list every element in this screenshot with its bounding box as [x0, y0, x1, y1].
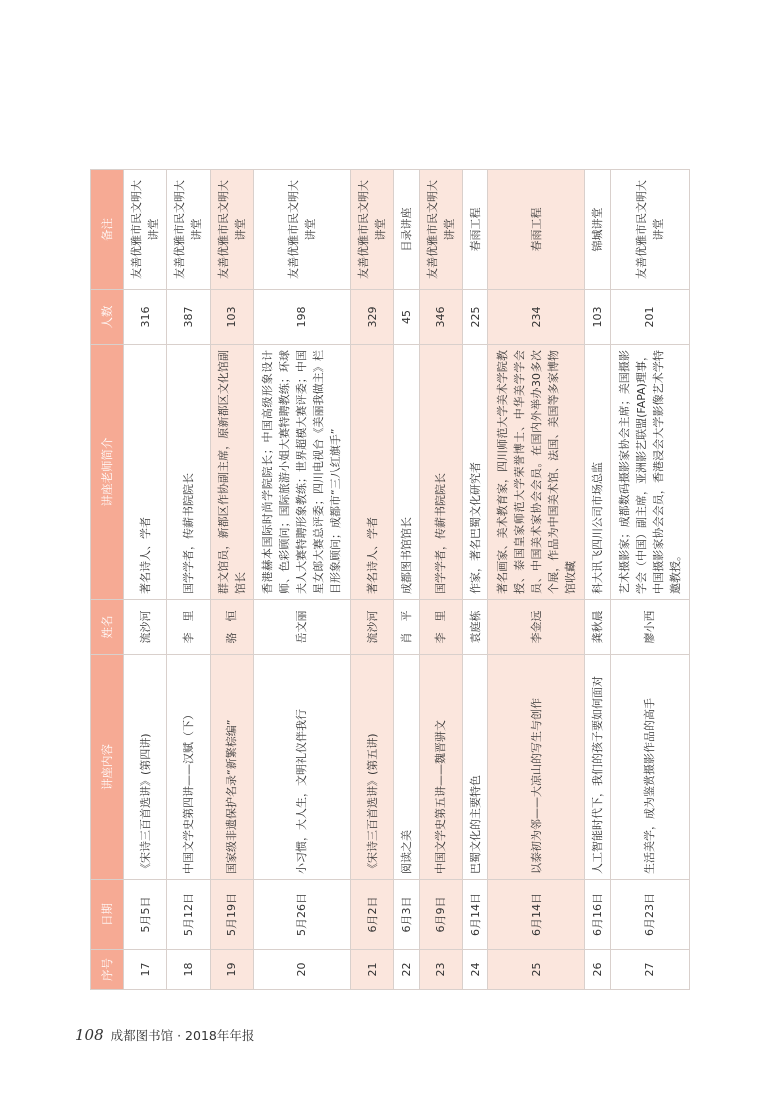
- cell-count: 387: [167, 290, 210, 345]
- cell-intro: 艺术摄影家；成都数码摄影家协会主席；美国摄影学会（中国）副主席，亚洲影艺联盟(FAPA)理事，中国摄影家协会会员，香港浸会大学影像艺术学特邀教授。: [610, 345, 689, 600]
- cell-no: 19: [210, 950, 253, 990]
- cell-topic: 人工智能时代下，我们的孩子要如何面对: [585, 655, 610, 880]
- cell-topic: 国家级非遗保护名录“新繁棕编”: [210, 655, 253, 880]
- cell-date: 5月26日: [253, 880, 350, 950]
- rotated-table-wrapper: [90, 170, 690, 990]
- cell-count: 316: [124, 290, 167, 345]
- cell-name: 李 里: [167, 600, 210, 655]
- cell-count: 201: [610, 290, 689, 345]
- cell-topic: 中国文学史第五讲——魏晋骈文: [419, 655, 462, 880]
- cell-count: 45: [394, 290, 419, 345]
- cell-topic: 《宋诗三百首选讲》(第四讲): [124, 655, 167, 880]
- cell-date: 6月14日: [462, 880, 487, 950]
- cell-count: 103: [585, 290, 610, 345]
- table-row: [488, 170, 585, 990]
- lecture-table: [90, 169, 690, 990]
- footer-title: 成都图书馆 · 2018年年报: [110, 1028, 255, 1043]
- cell-no: 24: [462, 950, 487, 990]
- cell-count: 329: [350, 290, 393, 345]
- cell-note: 友善优雅市民文明大讲堂: [350, 170, 393, 290]
- cell-topic: 巴蜀文化的主要特色: [462, 655, 487, 880]
- cell-intro: 著名诗人、学者: [350, 345, 393, 600]
- cell-date: 5月19日: [210, 880, 253, 950]
- cell-topic: 中国文学史第四讲——汉赋（下）: [167, 655, 210, 880]
- cell-intro: 著名诗人、学者: [124, 345, 167, 600]
- cell-no: 21: [350, 950, 393, 990]
- cell-no: 22: [394, 950, 419, 990]
- cell-topic: 生活美学，成为鉴赏摄影作品的高手: [610, 655, 689, 880]
- cell-name: 龚秋晨: [585, 600, 610, 655]
- cell-note: 友善优雅市民文明大讲堂: [167, 170, 210, 290]
- cell-count: 103: [210, 290, 253, 345]
- table-row: [419, 170, 462, 990]
- cell-intro: 国学学者，传薪书院院长: [419, 345, 462, 600]
- cell-intro: 科大讯飞四川公司市场总监: [585, 345, 610, 600]
- cell-date: 6月9日: [419, 880, 462, 950]
- table-row: [350, 170, 393, 990]
- cell-no: 18: [167, 950, 210, 990]
- table-row: [585, 170, 610, 990]
- table-row: [462, 170, 487, 990]
- cell-count: 225: [462, 290, 487, 345]
- header-count: 人数: [91, 290, 124, 345]
- cell-no: 20: [253, 950, 350, 990]
- cell-name: 骆 恒: [210, 600, 253, 655]
- table-row: [167, 170, 210, 990]
- cell-no: 27: [610, 950, 689, 990]
- header-topic: 讲座内容: [91, 655, 124, 880]
- header-no: 序号: [91, 950, 124, 990]
- table-row: [253, 170, 350, 990]
- cell-date: 6月16日: [585, 880, 610, 950]
- cell-no: 26: [585, 950, 610, 990]
- cell-date: 6月2日: [350, 880, 393, 950]
- cell-topic: 阅读之美: [394, 655, 419, 880]
- cell-note: 春雨工程: [462, 170, 487, 290]
- cell-topic: 小习惯，大人生，文明礼仪伴我行: [253, 655, 350, 880]
- cell-name: 流沙河: [124, 600, 167, 655]
- cell-date: 5月5日: [124, 880, 167, 950]
- cell-no: 25: [488, 950, 585, 990]
- cell-name: 流沙河: [350, 600, 393, 655]
- cell-intro: 香港赫本国际时尚学院院长；中国高级形象设计师、色彩顾问；国际旅游小姐大赛特聘教练；环球夫人大赛特聘形象教练；世界超模大赛评委；中国星女郎大赛总评委；四川电视台《美丽我做主》栏目形象顾问；成都市“三八红旗手”: [253, 345, 350, 600]
- cell-note: 友善优雅市民文明大讲堂: [610, 170, 689, 290]
- table-row: [210, 170, 253, 990]
- cell-date: 6月14日: [488, 880, 585, 950]
- cell-note: 春雨工程: [488, 170, 585, 290]
- cell-name: 李金远: [488, 600, 585, 655]
- cell-no: 23: [419, 950, 462, 990]
- table-header-row: [91, 170, 124, 990]
- header-note: 备注: [91, 170, 124, 290]
- header-intro: 讲座老师简介: [91, 345, 124, 600]
- cell-topic: 《宋诗三百首选讲》(第五讲): [350, 655, 393, 880]
- cell-date: 6月3日: [394, 880, 419, 950]
- page-footer: [75, 1026, 254, 1044]
- cell-intro: 作家，著名巴蜀文化研究者: [462, 345, 487, 600]
- cell-name: 岳文丽: [253, 600, 350, 655]
- header-date: 日期: [91, 880, 124, 950]
- page-number: 108: [75, 1026, 104, 1044]
- cell-date: 5月12日: [167, 880, 210, 950]
- header-name: 姓名: [91, 600, 124, 655]
- cell-no: 17: [124, 950, 167, 990]
- cell-name: 廖小西: [610, 600, 689, 655]
- cell-count: 234: [488, 290, 585, 345]
- cell-count: 198: [253, 290, 350, 345]
- cell-note: 友善优雅市民文明大讲堂: [419, 170, 462, 290]
- cell-intro: 国学学者，传薪书院院长: [167, 345, 210, 600]
- cell-note: 锦城讲堂: [585, 170, 610, 290]
- cell-count: 346: [419, 290, 462, 345]
- table-body: [124, 170, 690, 990]
- cell-note: 友善优雅市民文明大讲堂: [253, 170, 350, 290]
- cell-name: 袁庭栋: [462, 600, 487, 655]
- cell-date: 6月23日: [610, 880, 689, 950]
- cell-intro: 成都图书馆馆长: [394, 345, 419, 600]
- cell-name: 李 里: [419, 600, 462, 655]
- cell-name: 肖 平: [394, 600, 419, 655]
- table-row: [394, 170, 419, 990]
- cell-topic: 以泰初为邻——大凉山的写生与创作: [488, 655, 585, 880]
- table-row: [124, 170, 167, 990]
- cell-note: 友善优雅市民文明大讲堂: [124, 170, 167, 290]
- cell-intro: 著名画家、美术教育家，四川师范大学美术学院教授、泰国皇家师范大学荣誉博士、中华美学学会员、中国美术家协会会员。在国内外举办30多次个展，作品为中国美术馆、法国、美国等多家博物馆收藏: [488, 345, 585, 600]
- cell-note: 友善优雅市民文明大讲堂: [210, 170, 253, 290]
- cell-note: 目录讲座: [394, 170, 419, 290]
- cell-intro: 群文馆员，新都区作协副主席，原新都区文化馆副馆长: [210, 345, 253, 600]
- table-row: [610, 170, 689, 990]
